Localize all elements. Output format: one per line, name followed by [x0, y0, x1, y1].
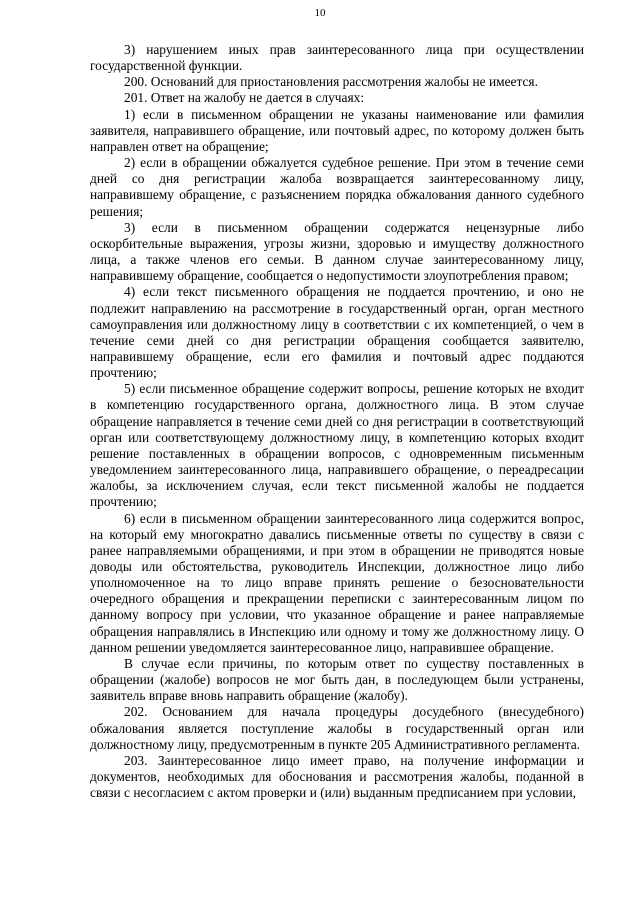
paragraph-200: 200. Оснований для приостановления рассмотрения жалобы не имеется. — [124, 74, 538, 90]
paragraph-201-item-1: 1) если в письменном обращении не указаны наименование или фамилия заявителя, направившего обращение, или почтовый адрес, по которому должен быть направлен ответ на обращение; — [90, 106, 584, 154]
paragraph-201-note: В случае если причины, по которым ответ по существу поставленных в обращении (жалобе) вопросов не мог быть дан, в последующем были устранены, заявитель вправе вновь направить обращение (жалобу). — [90, 655, 584, 704]
paragraph-201-item-2: 2) если в обращении обжалуется судебное решение. При этом в течение семи дней со дня регистрации жалоба возвращается заинтересованному лицу, направившему обращение, с разъяснением порядка обжалования данного судебного решения; — [90, 155, 584, 219]
paragraph-201-item-6: 6) если в письменном обращении заинтересованного лица содержится вопрос, на который ему многократно давались письменные ответы по существу в связи с ранее направляемыми обращениями, и при этом в обращении не приводятся новые доводы или обстоятельства, руководитель Инспекции, должностное лицо либо уполномоченное на то лицо вправе принять решение о безосновательности очередного обращения и прекращении переписки с заинтересованным лицом по данному вопросу при условии, что указанное обращение и ранее направляемые обращения направлялись в Инспекцию или одному и тому же должностному лицу. О данном решении уведомляется заинтересованное лицо, направившее обращение. — [90, 510, 584, 655]
paragraph-201-item-4: 4) если текст письменного обращения не поддается прочтению, и оно не подлежит направлению на рассмотрение в государственный орган, орган местного самоуправления или должностному лицу в соответствии с их компетенцией, о чем в течение семи дней со дня регистрации обращения сообщается заявителю, направившему обращение, если его фамилия и почтовый адрес поддаются прочтению; — [90, 284, 584, 381]
paragraph-item-3-rights: 3) нарушением иных прав заинтересованного лица при осуществлении государственной функции. — [90, 42, 584, 74]
paragraph-201-item-5: 5) если письменное обращение содержит вопросы, решение которых не входит в компетенцию государственного органа, должностного лица. В этом случае обращение направляется в течение семи дней со дня регистрации в соответствующий орган или соответствующему должностному лицу, в компетенцию которых входит решение поставленных в обращении вопросов, с одновременным письменным уведомлением заинтересованного лица, направившего обращение, о переадресации жалобы, за исключением случая, если текст письменной жалобы не поддается прочтению; — [90, 381, 584, 510]
document-body — [90, 42, 584, 801]
page-number: 10 — [314, 7, 326, 19]
paragraph-201: 201. Ответ на жалобу не дается в случаях: — [124, 90, 365, 106]
paragraph-201-item-3: 3) если в письменном обращении содержатся нецензурные либо оскорбительные выражения, угрозы жизни, здоровью и имуществу должностного лица, а также членов его семьи. В данном случае заинтересованному лицу, направившему обращение, сообщается о недопустимости злоупотребления правом; — [90, 219, 584, 284]
paragraph-203: 203. Заинтересованное лицо имеет право, на получение информации и документов, необходимых для обоснования и рассмотрения жалобы, поданной в связи с несогласием с актом проверки и (или) выданным предписанием при условии, — [90, 752, 584, 801]
paragraph-202: 202. Основанием для начала процедуры досудебного (внесудебного) обжалования является поступление жалобы в государственный орган или должностному лицу, предусмотренным в пункте 205 Административного регламента. — [90, 704, 584, 752]
